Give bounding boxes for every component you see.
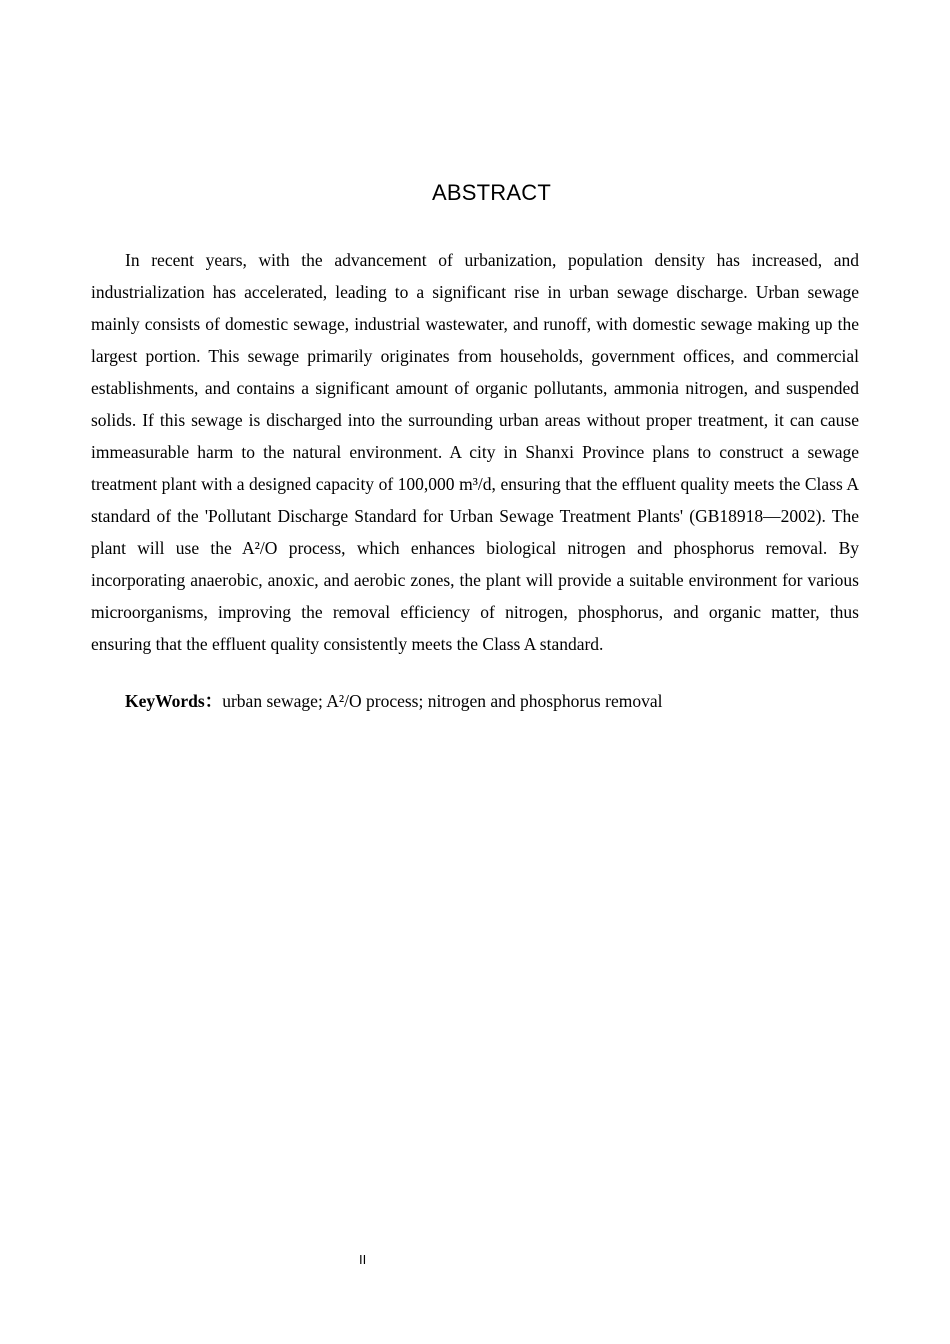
keywords-text: urban sewage; A²/O process; nitrogen and phosphorus removal: [222, 691, 663, 711]
keywords-label: KeyWords：: [125, 691, 223, 711]
abstract-title: ABSTRACT: [432, 180, 551, 205]
keywords-line: [125, 687, 859, 715]
page-number: II: [359, 1252, 367, 1267]
abstract-paragraph: In recent years, with the advancement of urbanization, population density has increased, and industrialization has accelerated, leading to a significant rise in urban sewage discharge. Urban sewage mainly consists of domestic sewage, industrial wastewater, and runoff, with domestic sewage making up the largest portion. This sewage primarily originates from households, government offices, and commercial establishments, and contains a significant amount of organic pollutants, ammonia nitrogen, and suspended solids. If this sewage is discharged into the surrounding urban areas without proper treatment, it can cause immeasurable harm to the natural environment. A city in Shanxi Province plans to construct a sewage treatment plant with a designed capacity of 100,000 m³/d, ensuring that the effluent quality meets the Class A standard of the 'Pollutant Discharge Standard for Urban Sewage Treatment Plants' (GB18918—2002). The plant will use the A²/O process, which enhances biological nitrogen and phosphorus removal. By incorporating anaerobic, anoxic, and aerobic zones, the plant will provide a suitable environment for various microorganisms, improving the removal efficiency of nitrogen, phosphorus, and organic matter, thus ensuring that the effluent quality consistently meets the Class A standard.: [91, 250, 859, 654]
